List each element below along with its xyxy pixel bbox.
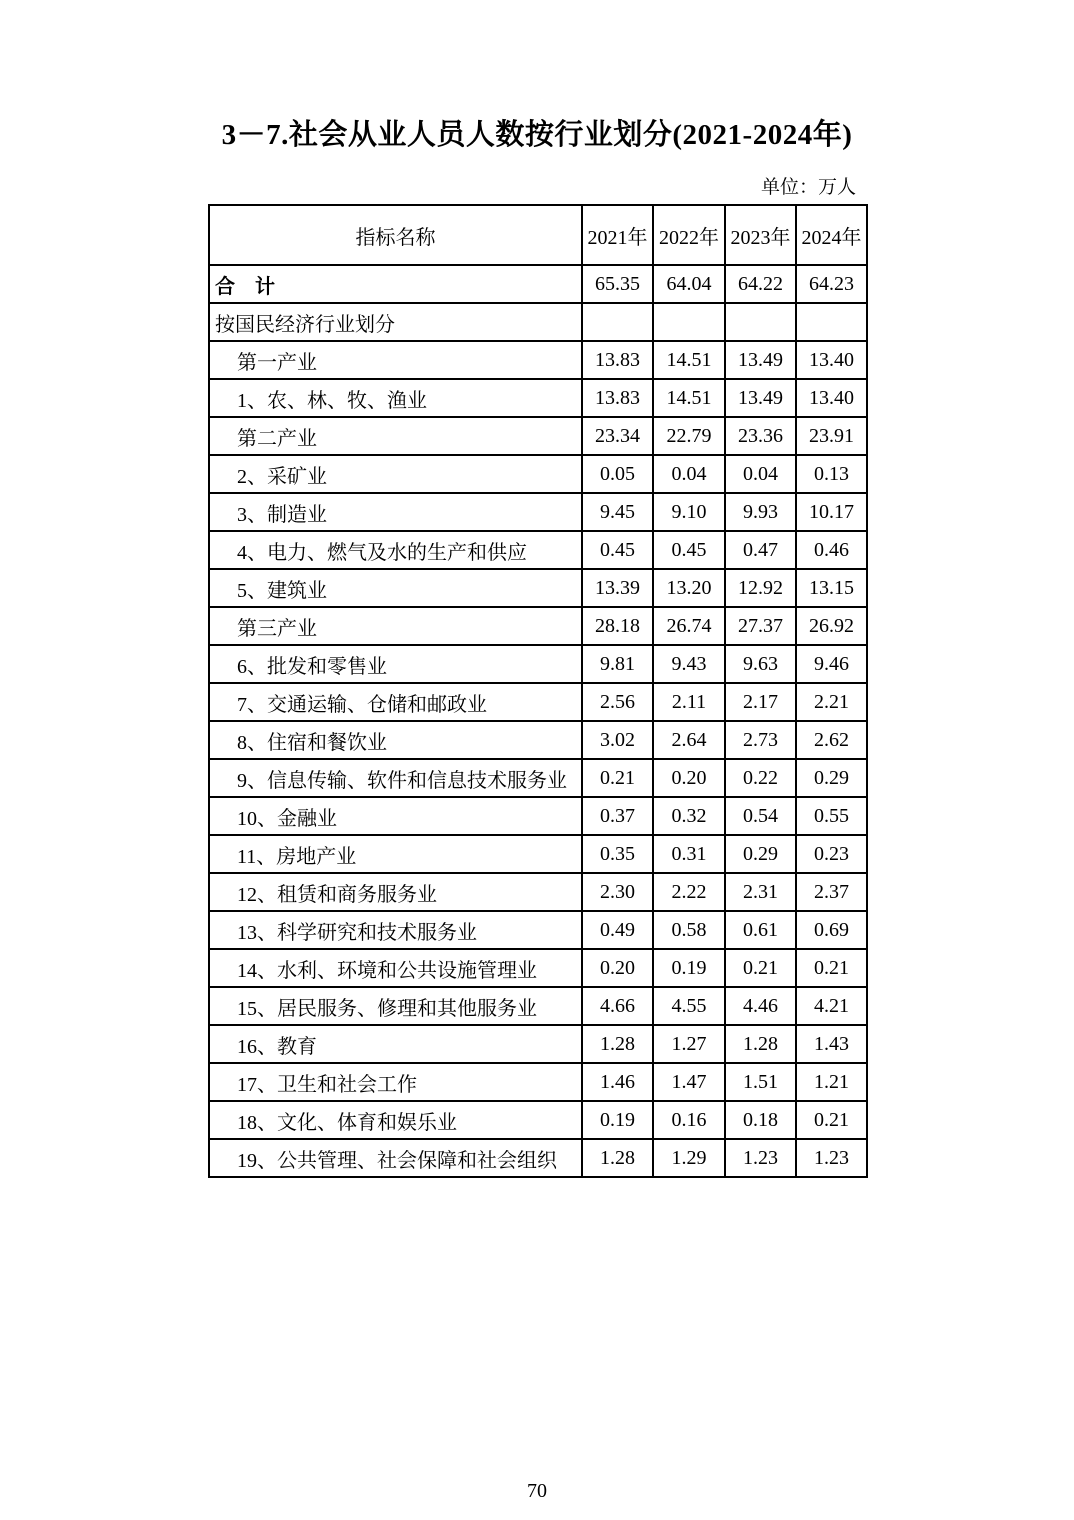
value-cell: 0.61 (725, 911, 796, 949)
value-cell: 13.83 (582, 379, 653, 417)
value-cell: 0.58 (653, 911, 725, 949)
value-cell: 2.37 (796, 873, 867, 911)
value-cell: 0.13 (796, 455, 867, 493)
value-cell: 1.29 (653, 1139, 725, 1177)
row-label: 5、建筑业 (209, 569, 582, 607)
value-cell: 0.54 (725, 797, 796, 835)
value-cell: 1.51 (725, 1063, 796, 1101)
value-cell: 9.43 (653, 645, 725, 683)
value-cell: 2.21 (796, 683, 867, 721)
value-cell: 2.11 (653, 683, 725, 721)
value-cell: 13.49 (725, 379, 796, 417)
value-cell: 1.23 (796, 1139, 867, 1177)
table-row (209, 1139, 867, 1177)
value-cell: 26.74 (653, 607, 725, 645)
value-cell: 64.23 (796, 265, 867, 303)
value-cell: 0.16 (653, 1101, 725, 1139)
row-label: 14、水利、环境和公共设施管理业 (209, 949, 582, 987)
row-label: 合 计 (209, 265, 582, 303)
value-cell: 0.69 (796, 911, 867, 949)
value-cell: 2.22 (653, 873, 725, 911)
value-cell (582, 303, 653, 341)
value-cell: 1.46 (582, 1063, 653, 1101)
value-cell: 2.31 (725, 873, 796, 911)
value-cell: 13.40 (796, 341, 867, 379)
value-cell: 1.47 (653, 1063, 725, 1101)
value-cell: 1.43 (796, 1025, 867, 1063)
value-cell: 0.21 (582, 759, 653, 797)
table-row (209, 455, 867, 493)
year-header: 2021年 (582, 205, 653, 265)
year-header: 2023年 (725, 205, 796, 265)
row-label: 第三产业 (209, 607, 582, 645)
table-row (209, 569, 867, 607)
table-header-row (209, 205, 867, 265)
value-cell: 0.47 (725, 531, 796, 569)
table-row (209, 911, 867, 949)
value-cell: 14.51 (653, 341, 725, 379)
value-cell: 0.45 (582, 531, 653, 569)
table-row (209, 379, 867, 417)
value-cell: 13.15 (796, 569, 867, 607)
value-cell: 13.40 (796, 379, 867, 417)
table-row (209, 683, 867, 721)
value-cell: 0.18 (725, 1101, 796, 1139)
value-cell: 0.45 (653, 531, 725, 569)
value-cell: 0.29 (725, 835, 796, 873)
row-label: 3、制造业 (209, 493, 582, 531)
value-cell: 9.63 (725, 645, 796, 683)
value-cell: 9.45 (582, 493, 653, 531)
year-header: 2022年 (653, 205, 725, 265)
value-cell: 9.81 (582, 645, 653, 683)
value-cell: 4.21 (796, 987, 867, 1025)
table-row (209, 303, 867, 341)
value-cell: 2.30 (582, 873, 653, 911)
row-label: 9、信息传输、软件和信息技术服务业 (209, 759, 582, 797)
value-cell: 0.20 (582, 949, 653, 987)
page-number: 70 (527, 1480, 547, 1502)
row-label: 第二产业 (209, 417, 582, 455)
table-row (209, 265, 867, 303)
value-cell: 0.37 (582, 797, 653, 835)
value-cell: 14.51 (653, 379, 725, 417)
row-label: 13、科学研究和技术服务业 (209, 911, 582, 949)
table-row (209, 759, 867, 797)
row-label: 1、农、林、牧、渔业 (209, 379, 582, 417)
value-cell: 64.04 (653, 265, 725, 303)
value-cell: 1.28 (582, 1025, 653, 1063)
row-label: 15、居民服务、修理和其他服务业 (209, 987, 582, 1025)
value-cell: 2.17 (725, 683, 796, 721)
value-cell: 2.73 (725, 721, 796, 759)
row-label: 12、租赁和商务服务业 (209, 873, 582, 911)
value-cell: 4.46 (725, 987, 796, 1025)
value-cell: 22.79 (653, 417, 725, 455)
row-label: 6、批发和零售业 (209, 645, 582, 683)
row-label: 第一产业 (209, 341, 582, 379)
value-cell: 2.64 (653, 721, 725, 759)
value-cell: 0.19 (653, 949, 725, 987)
value-cell: 1.27 (653, 1025, 725, 1063)
value-cell: 64.22 (725, 265, 796, 303)
value-cell: 0.35 (582, 835, 653, 873)
table-row (209, 1025, 867, 1063)
value-cell: 0.22 (725, 759, 796, 797)
table-row (209, 949, 867, 987)
table-row (209, 341, 867, 379)
row-label: 10、金融业 (209, 797, 582, 835)
value-cell: 65.35 (582, 265, 653, 303)
value-cell: 10.17 (796, 493, 867, 531)
table-row (209, 1063, 867, 1101)
value-cell: 0.19 (582, 1101, 653, 1139)
table-body (209, 265, 867, 1177)
row-label: 16、教育 (209, 1025, 582, 1063)
value-cell: 0.04 (653, 455, 725, 493)
unit-label: 单位：万人 (760, 177, 856, 198)
row-label: 2、采矿业 (209, 455, 582, 493)
value-cell: 0.49 (582, 911, 653, 949)
value-cell: 0.04 (725, 455, 796, 493)
value-cell: 23.36 (725, 417, 796, 455)
value-cell: 1.28 (725, 1025, 796, 1063)
value-cell: 4.66 (582, 987, 653, 1025)
table-row (209, 873, 867, 911)
value-cell: 0.21 (796, 1101, 867, 1139)
value-cell: 13.83 (582, 341, 653, 379)
table-row (209, 721, 867, 759)
table-row (209, 1101, 867, 1139)
value-cell: 9.46 (796, 645, 867, 683)
row-label: 18、文化、体育和娱乐业 (209, 1101, 582, 1139)
value-cell: 2.56 (582, 683, 653, 721)
row-label: 17、卫生和社会工作 (209, 1063, 582, 1101)
value-cell: 3.02 (582, 721, 653, 759)
value-cell: 9.93 (725, 493, 796, 531)
value-cell: 0.21 (725, 949, 796, 987)
table-row (209, 607, 867, 645)
value-cell: 0.20 (653, 759, 725, 797)
table-row (209, 835, 867, 873)
value-cell: 0.32 (653, 797, 725, 835)
value-cell: 4.55 (653, 987, 725, 1025)
value-cell: 27.37 (725, 607, 796, 645)
value-cell: 1.21 (796, 1063, 867, 1101)
value-cell: 1.23 (725, 1139, 796, 1177)
employment-by-industry-table (208, 204, 868, 1178)
value-cell: 0.31 (653, 835, 725, 873)
table-row (209, 987, 867, 1025)
table-row (209, 417, 867, 455)
page-title: 3－7.社会从业人员人数按行业划分(2021-2024年) (221, 119, 853, 151)
value-cell: 0.55 (796, 797, 867, 835)
value-cell (653, 303, 725, 341)
table-row (209, 797, 867, 835)
value-cell: 9.10 (653, 493, 725, 531)
value-cell: 0.29 (796, 759, 867, 797)
row-label: 按国民经济行业划分 (209, 303, 582, 341)
indicator-header: 指标名称 (209, 205, 582, 265)
table-row (209, 493, 867, 531)
value-cell: 28.18 (582, 607, 653, 645)
value-cell: 2.62 (796, 721, 867, 759)
table-row (209, 531, 867, 569)
value-cell (796, 303, 867, 341)
value-cell: 0.21 (796, 949, 867, 987)
value-cell: 26.92 (796, 607, 867, 645)
row-label: 8、住宿和餐饮业 (209, 721, 582, 759)
value-cell: 23.34 (582, 417, 653, 455)
row-label: 11、房地产业 (209, 835, 582, 873)
value-cell: 13.39 (582, 569, 653, 607)
row-label: 19、公共管理、社会保障和社会组织 (209, 1139, 582, 1177)
value-cell: 0.05 (582, 455, 653, 493)
table-row (209, 645, 867, 683)
year-header: 2024年 (796, 205, 867, 265)
row-label: 4、电力、燃气及水的生产和供应 (209, 531, 582, 569)
value-cell: 12.92 (725, 569, 796, 607)
value-cell: 1.28 (582, 1139, 653, 1177)
value-cell: 13.20 (653, 569, 725, 607)
value-cell: 0.23 (796, 835, 867, 873)
value-cell (725, 303, 796, 341)
value-cell: 13.49 (725, 341, 796, 379)
row-label: 7、交通运输、仓储和邮政业 (209, 683, 582, 721)
value-cell: 23.91 (796, 417, 867, 455)
value-cell: 0.46 (796, 531, 867, 569)
